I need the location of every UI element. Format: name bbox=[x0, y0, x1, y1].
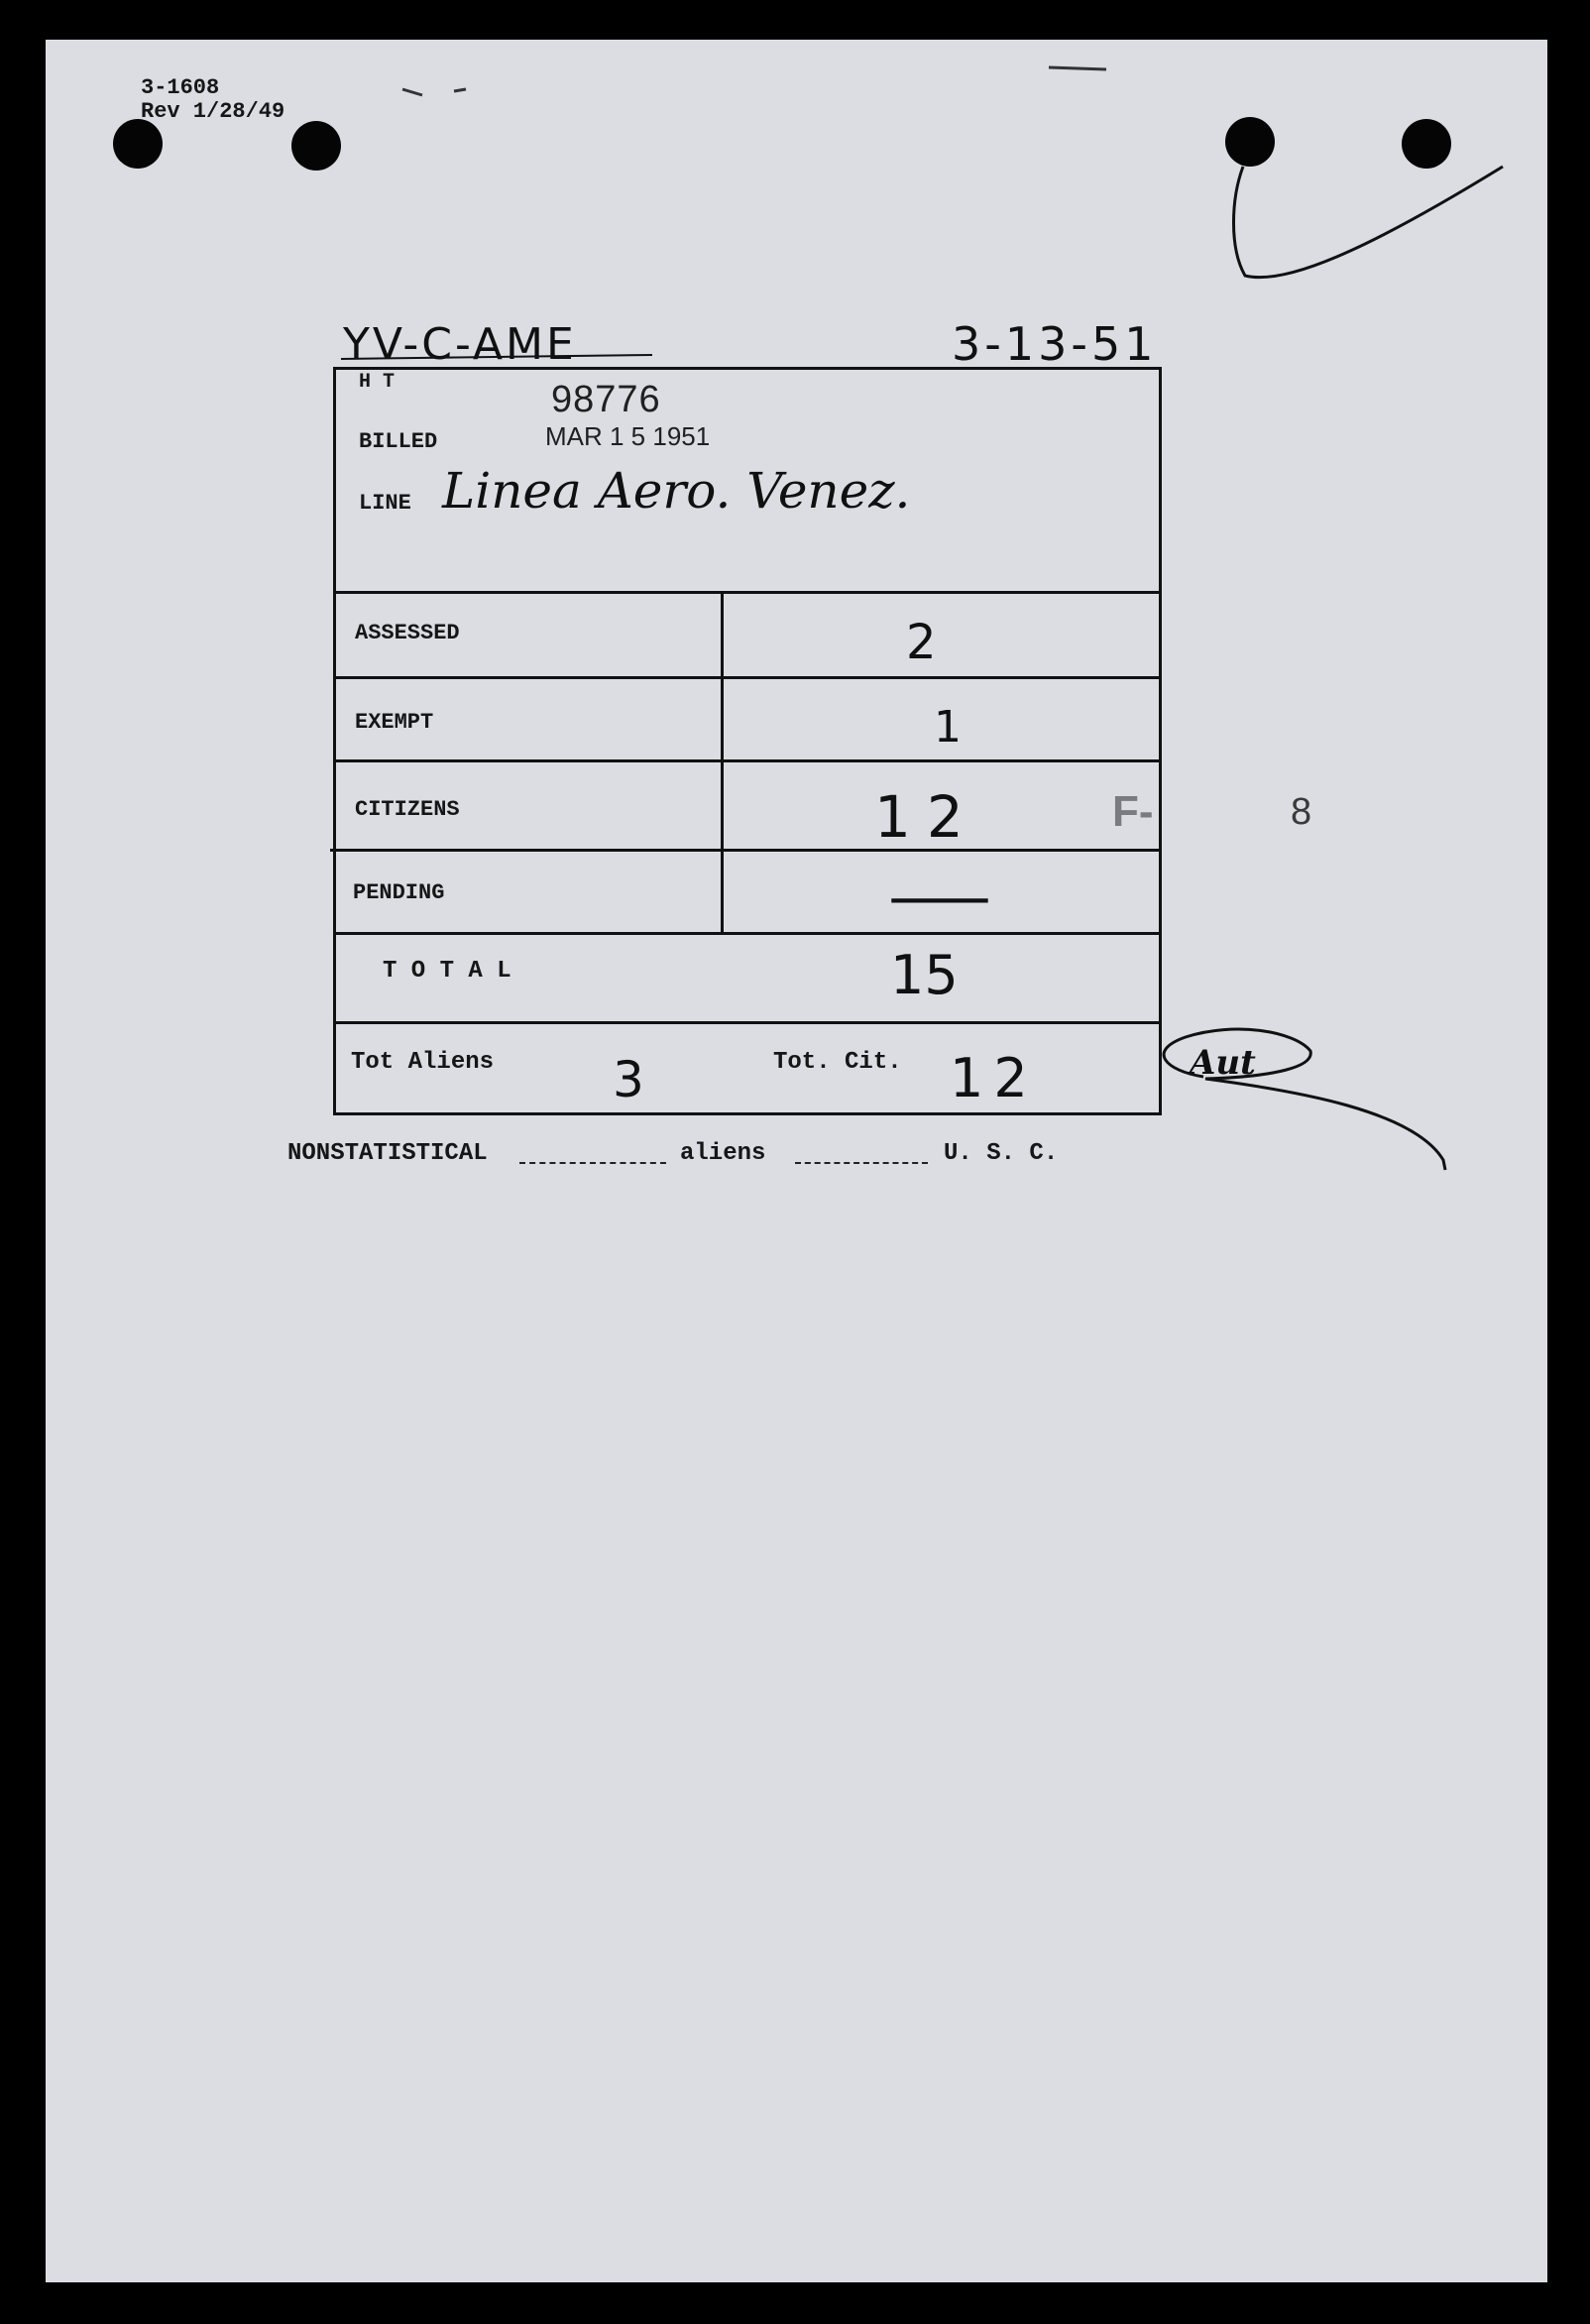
tot-cit-label: Tot. Cit. bbox=[773, 1049, 902, 1076]
total-value: 15 bbox=[890, 944, 959, 1006]
usc-label: U. S. C. bbox=[944, 1140, 1059, 1167]
tot-aliens-value: 3 bbox=[613, 1051, 644, 1108]
aliens-label: aliens bbox=[680, 1140, 766, 1167]
row-label-exempt: EXEMPT bbox=[355, 710, 434, 735]
initials: Aut bbox=[1190, 1043, 1256, 1083]
tot-aliens-label: Tot Aliens bbox=[351, 1049, 495, 1076]
form-number: 3-1608 bbox=[141, 75, 220, 100]
side-stamp: F- bbox=[1112, 787, 1154, 836]
ht-label: H T bbox=[359, 371, 396, 394]
tick-mark bbox=[454, 89, 466, 91]
row-value-pending: — bbox=[886, 863, 993, 932]
nonstatistical-label: NONSTATISTICAL bbox=[287, 1140, 488, 1167]
ht-number: 98776 bbox=[551, 379, 661, 420]
total-label: T O T A L bbox=[383, 958, 511, 985]
side-number: 8 bbox=[1291, 791, 1312, 833]
initials-loop bbox=[1164, 1029, 1445, 1170]
header-underline bbox=[341, 355, 652, 359]
row-value-citizens: 12 bbox=[874, 783, 979, 851]
line-value: Linea Aero. Venez. bbox=[442, 462, 911, 520]
row-label-pending: PENDING bbox=[353, 880, 445, 905]
tick-mark bbox=[1049, 67, 1106, 69]
row-value-exempt: 1 bbox=[934, 702, 962, 753]
check-mark bbox=[1234, 167, 1504, 278]
pen-marks bbox=[46, 40, 1547, 2282]
row-value-assessed: 2 bbox=[906, 615, 937, 670]
row-label-assessed: ASSESSED bbox=[355, 621, 460, 645]
tick-mark bbox=[402, 89, 422, 95]
billed-label: BILLED bbox=[359, 429, 438, 454]
document-page bbox=[46, 40, 1547, 2282]
header-date: 3-13-51 bbox=[952, 317, 1158, 371]
form-revision: Rev 1/28/49 bbox=[141, 99, 285, 124]
line-label: LINE bbox=[359, 491, 411, 516]
row-label-citizens: CITIZENS bbox=[355, 797, 460, 822]
tot-cit-value: 12 bbox=[950, 1047, 1038, 1109]
billed-date: MAR 1 5 1951 bbox=[545, 421, 711, 451]
header-code: YV-C-AME bbox=[343, 319, 577, 370]
